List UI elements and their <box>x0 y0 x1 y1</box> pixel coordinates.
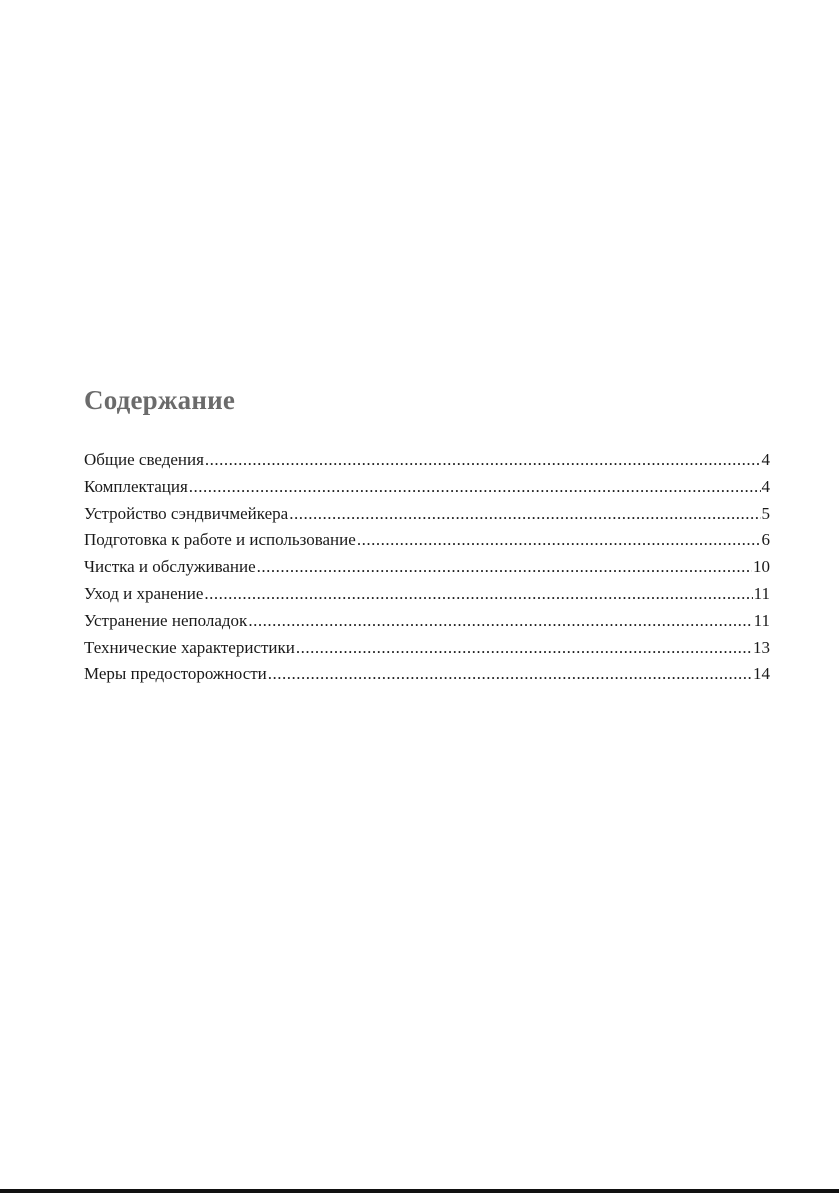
toc-entry-label: Чистка и обслуживание <box>84 557 256 577</box>
toc-entry-page: 4 <box>761 450 770 469</box>
toc-dot-leader <box>357 529 761 551</box>
toc-entry-safety-precautions[interactable] <box>84 663 770 690</box>
toc-entry-page: 5 <box>761 503 770 523</box>
toc-dot-leader <box>248 610 752 632</box>
toc-entry-page: 4 <box>761 476 770 496</box>
toc-entry-label: Комплектация <box>84 476 188 496</box>
toc-dot-leader <box>296 637 752 659</box>
toc-entry-page: 14 <box>753 664 770 684</box>
toc-entry-label: Уход и хранение <box>84 583 204 603</box>
toc-entry-page: 11 <box>753 583 770 603</box>
toc-dot-leader <box>205 449 761 471</box>
toc-entry-general-info[interactable] <box>84 449 770 476</box>
table-of-contents <box>84 449 770 690</box>
toc-entry-page: 13 <box>753 637 770 657</box>
page-bottom-border <box>0 1189 839 1193</box>
toc-entry-label: Устройство сэндвичмейкера <box>84 503 289 523</box>
toc-entry-label: Общие сведения <box>84 450 204 469</box>
toc-entry-specifications[interactable] <box>84 637 770 664</box>
toc-entry-cleaning-and-maintenance[interactable] <box>84 556 770 583</box>
toc-entry-troubleshooting[interactable] <box>84 610 770 637</box>
toc-entry-package-contents[interactable] <box>84 476 770 503</box>
toc-dot-leader <box>257 556 752 578</box>
toc-entry-page: 11 <box>753 610 770 630</box>
toc-entry-label: Подготовка к работе и использование <box>84 530 356 550</box>
toc-entry-device-description[interactable] <box>84 503 770 530</box>
toc-entry-label: Устранение неполадок <box>84 610 248 630</box>
toc-dot-leader <box>289 503 760 525</box>
toc-entry-page: 6 <box>761 530 770 550</box>
toc-title: Содержание <box>84 385 236 415</box>
toc-dot-leader <box>204 583 752 605</box>
toc-entry-care-and-storage[interactable] <box>84 583 770 610</box>
toc-dot-leader <box>268 663 752 685</box>
toc-dot-leader <box>189 476 761 498</box>
toc-entry-label: Меры предосторожности <box>84 664 267 684</box>
toc-entry-label: Технические характеристики <box>84 637 295 657</box>
toc-entry-preparation-and-use[interactable] <box>84 529 770 556</box>
toc-entry-page: 10 <box>753 557 770 577</box>
